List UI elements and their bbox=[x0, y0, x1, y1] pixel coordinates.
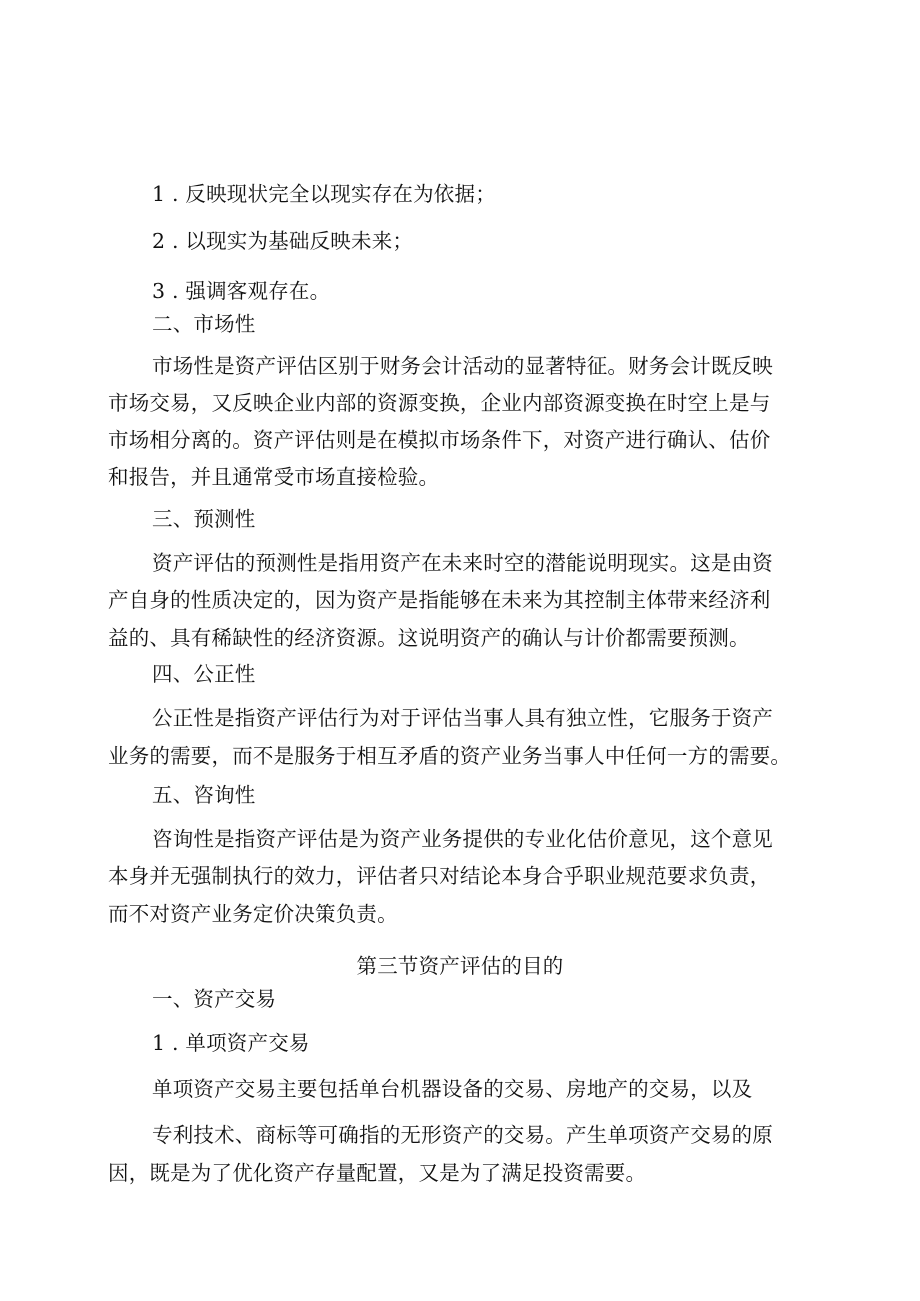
paragraph-line: 专利技术、商标等可确指的无形资产的交易。产生单项资产交易的原 bbox=[152, 1123, 773, 1147]
list-item-2: 2 . 以现实为基础反映未来； bbox=[152, 229, 414, 253]
paragraph-line: 资产评估的预测性是指用资产在未来时空的潜能说明现实。这是由资 bbox=[152, 551, 773, 575]
paragraph-line: 市场性是资产评估区别于财务会计活动的显著特征。财务会计既反映 bbox=[152, 354, 773, 378]
paragraph-line: 业务的需要，而不是服务于相互矛盾的资产业务当事人中任何一方的需要。 bbox=[108, 744, 792, 768]
paragraph-line: 本身并无强制执行的效力，评估者只对结论本身合乎职业规范要求负责， bbox=[108, 864, 771, 888]
paragraph-line: 市场相分离的。资产评估则是在模拟市场条件下，对资产进行确认、估价 bbox=[108, 428, 771, 452]
paragraph-line: 和报告，并且通常受市场直接检验。 bbox=[108, 465, 440, 489]
paragraph-line: 单项资产交易主要包括单台机器设备的交易、房地产的交易，以及 bbox=[152, 1077, 753, 1101]
subsection-heading: 1 . 单项资产交易 bbox=[152, 1031, 310, 1055]
section-heading-consulting: 五、咨询性 bbox=[152, 783, 256, 807]
section-heading-forecast: 三、预测性 bbox=[152, 507, 256, 531]
section-heading-fairness: 四、公正性 bbox=[152, 662, 256, 686]
paragraph-line: 咨询性是指资产评估是为资产业务提供的专业化估价意见，这个意见 bbox=[152, 827, 773, 851]
section-heading-market: 二、市场性 bbox=[152, 312, 256, 336]
paragraph-line: 益的、具有稀缺性的经济资源。这说明资产的确认与计价都需要预测。 bbox=[108, 626, 750, 650]
paragraph-line: 因，既是为了优化资产存量配置，又是为了满足投资需要。 bbox=[108, 1161, 647, 1185]
section-heading-asset-trade: 一、资产交易 bbox=[152, 987, 277, 1011]
list-item-1: 1 . 反映现状完全以现实存在为依据； bbox=[152, 182, 496, 206]
paragraph-line: 产自身的性质决定的，因为资产是指能够在未来为其控制主体带来经济利 bbox=[108, 588, 771, 612]
paragraph-line: 市场交易，又反映企业内部的资源变换，企业内部资源变换在时空上是与 bbox=[108, 391, 771, 415]
list-item-3: 3 . 强调客观存在。 bbox=[152, 279, 331, 303]
paragraph-line: 公正性是指资产评估行为对于评估当事人具有独立性，它服务于资产 bbox=[152, 706, 773, 730]
chapter-title: 第三节资产评估的目的 bbox=[356, 954, 564, 978]
paragraph-line: 而不对资产业务定价决策负责。 bbox=[108, 902, 398, 926]
